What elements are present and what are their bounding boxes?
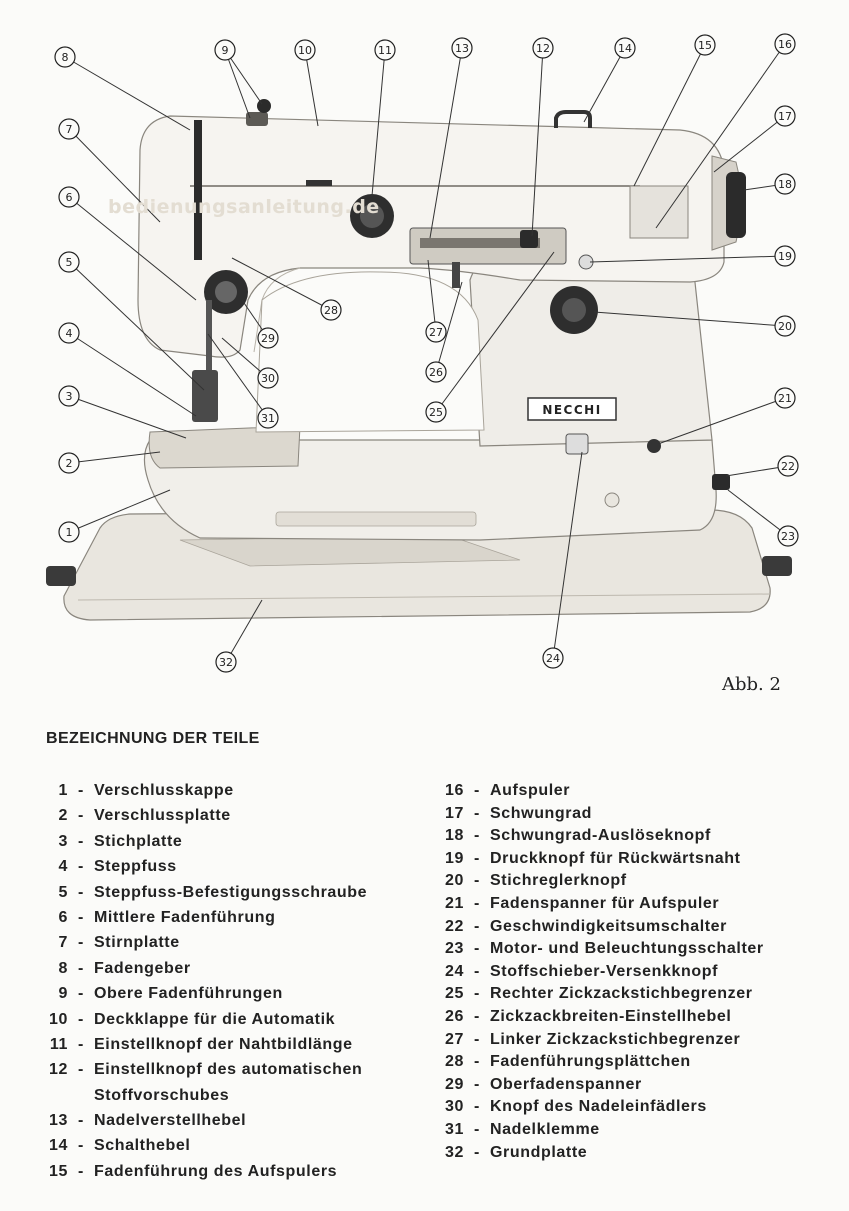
callout-19 [775, 246, 795, 266]
part-item [440, 1121, 840, 1144]
part-name: Zickzackbreiten-Einstellhebel [490, 1007, 732, 1025]
part-item [440, 827, 840, 850]
callout-11 [375, 40, 395, 60]
part-item [440, 850, 840, 873]
callout-number: 23 [781, 530, 795, 543]
part-item [44, 1137, 424, 1162]
part-separator: - [474, 804, 480, 822]
part-number: 26 [445, 1007, 464, 1025]
callout-24 [543, 648, 563, 668]
callout-number: 14 [618, 42, 632, 55]
callout-number: 27 [429, 326, 443, 339]
callout-number: 10 [298, 44, 312, 57]
part-item [44, 1163, 424, 1188]
part-name: Fadenführung des Aufspulers [94, 1162, 338, 1180]
part-number: 22 [445, 917, 464, 935]
part-separator: - [474, 872, 480, 890]
part-number: 15 [49, 1162, 68, 1180]
callout-number: 5 [65, 256, 73, 269]
machine-drawing [46, 99, 792, 620]
callout-leader-line [225, 50, 250, 118]
callout-32 [216, 652, 236, 672]
part-separator: - [474, 1053, 480, 1071]
callout-leader-line [305, 50, 318, 126]
part-item [44, 934, 424, 959]
part-separator: - [78, 832, 84, 850]
part-separator: - [78, 782, 84, 799]
callout-10 [295, 40, 315, 60]
callout-number: 32 [219, 656, 233, 669]
callout-number: 8 [61, 51, 69, 64]
callout-31 [258, 408, 278, 428]
part-name: Deckklappe für die Automatik [94, 1010, 336, 1028]
part-separator: - [474, 894, 480, 912]
part-item [44, 858, 424, 883]
part-item [44, 782, 424, 807]
part-number: 17 [445, 804, 464, 822]
part-name: Geschwindigkeitsumschalter [490, 917, 728, 935]
part-item [44, 985, 424, 1010]
callout-25 [426, 402, 446, 422]
base-clip-right [762, 556, 792, 576]
part-separator: - [474, 940, 480, 958]
part-name: Steppfuss [94, 858, 177, 876]
bobbin-winder [630, 186, 688, 238]
part-number: 10 [49, 1010, 68, 1028]
speed-switch [712, 474, 730, 490]
callout-30 [258, 368, 278, 388]
part-item [440, 918, 840, 941]
part-separator: - [78, 934, 84, 952]
part-separator: - [78, 908, 84, 926]
part-name: Stichreglerknopf [490, 872, 627, 890]
part-name: Nadelklemme [490, 1120, 600, 1138]
brand-name: NECCHI [542, 403, 602, 417]
callout-9 [215, 40, 235, 60]
callout-number: 6 [65, 191, 73, 204]
part-number: 3 [58, 832, 68, 850]
part-name: Nadelverstellhebel [94, 1112, 247, 1130]
part-name: Druckknopf für Rückwärtsnaht [490, 849, 741, 867]
part-item [440, 782, 840, 805]
part-item [44, 884, 424, 909]
callout-28 [321, 300, 341, 320]
part-number: 6 [58, 908, 68, 926]
part-item [44, 833, 424, 858]
callout-21 [775, 388, 795, 408]
part-item [440, 1144, 840, 1167]
callout-number: 16 [778, 38, 792, 51]
part-number: 24 [445, 962, 464, 980]
callout-number: 9 [221, 44, 229, 57]
part-name: Stirnplatte [94, 934, 180, 952]
part-number: 9 [58, 985, 68, 1003]
callout-2 [59, 453, 79, 473]
callout-26 [426, 362, 446, 382]
part-name: Verschlussplatte [94, 807, 231, 825]
part-number: 20 [445, 872, 464, 890]
part-item [44, 807, 424, 832]
callout-20 [775, 316, 795, 336]
callout-14 [615, 38, 635, 58]
part-number: 27 [445, 1030, 464, 1048]
part-name: Linker Zickzackstichbegrenzer [490, 1030, 741, 1048]
part-number: 7 [58, 934, 68, 952]
part-name: Verschlusskappe [94, 782, 234, 799]
presser-foot [192, 370, 218, 422]
part-number: 18 [445, 827, 464, 845]
callout-number: 17 [778, 110, 792, 123]
feed-dog-knob [566, 434, 588, 454]
callout-13 [452, 38, 472, 58]
part-number: 8 [58, 959, 68, 977]
callout-16 [775, 34, 795, 54]
callout-leader-line [584, 48, 625, 122]
callout-8 [55, 47, 75, 67]
callout-leader-line [65, 57, 190, 130]
part-number: 5 [58, 883, 68, 901]
part-separator: - [474, 849, 480, 867]
part-number: 31 [445, 1120, 464, 1138]
part-separator: - [78, 1162, 84, 1180]
part-separator: - [78, 883, 84, 901]
part-item [440, 1053, 840, 1076]
part-name: Stichplatte [94, 832, 183, 850]
part-name: Schalthebel [94, 1137, 191, 1155]
part-separator: - [78, 858, 84, 876]
callout-18 [775, 174, 795, 194]
part-item [44, 960, 424, 985]
part-separator: - [474, 962, 480, 980]
callout-29 [258, 328, 278, 348]
callout-number: 19 [778, 250, 792, 263]
part-item [440, 1031, 840, 1054]
part-separator: - [78, 985, 84, 1003]
part-name: Grundplatte [490, 1143, 588, 1161]
callout-number: 12 [536, 42, 550, 55]
callout-22 [778, 456, 798, 476]
flywheel-release-knob [726, 172, 746, 238]
part-separator: - [474, 917, 480, 935]
part-name: Obere Fadenführungen [94, 985, 283, 1003]
part-separator: - [474, 1120, 480, 1138]
callout-number: 1 [65, 526, 73, 539]
part-name: Schwungrad [490, 804, 593, 822]
part-number: 12 [49, 1061, 68, 1079]
callout-number: 29 [261, 332, 275, 345]
part-name: Stoffschieber-Versenkknopf [490, 962, 719, 980]
part-separator: - [78, 1137, 84, 1155]
callout-number: 31 [261, 412, 275, 425]
callout-number: 26 [429, 366, 443, 379]
part-item [440, 872, 840, 895]
callout-leader-line [69, 396, 186, 438]
part-separator: - [78, 1010, 84, 1028]
callout-number: 22 [781, 460, 795, 473]
part-number: 30 [445, 1098, 464, 1116]
callout-4 [59, 323, 79, 343]
section-title: BEZEICHNUNG DER TEILE [46, 730, 260, 747]
figure-label: Abb. 2 [722, 674, 781, 695]
part-name: Fadenspanner für Aufspuler [490, 894, 720, 912]
callout-27 [426, 322, 446, 342]
callout-number: 13 [455, 42, 469, 55]
part-name: Aufspuler [490, 782, 571, 799]
part-item [440, 1098, 840, 1121]
part-number: 14 [49, 1137, 68, 1155]
callout-number: 4 [65, 327, 73, 340]
part-number: 16 [445, 782, 464, 799]
part-name: Rechter Zickzackstichbegrenzer [490, 985, 753, 1003]
part-separator: - [78, 959, 84, 977]
part-separator: - [78, 1035, 84, 1053]
part-name: Motor- und Beleuchtungsschalter [490, 940, 764, 958]
arm-arch [256, 272, 484, 432]
part-number: 25 [445, 985, 464, 1003]
part-name: Mittlere Fadenführung [94, 908, 276, 926]
part-number: 23 [445, 940, 464, 958]
part-number: 13 [49, 1112, 68, 1130]
part-separator: - [474, 1098, 480, 1116]
callout-number: 30 [261, 372, 275, 385]
callout-23 [778, 526, 798, 546]
part-separator: - [474, 1075, 480, 1093]
part-name-continuation: Stoffvorschubes [94, 1086, 230, 1104]
part-item [440, 940, 840, 963]
part-item [440, 805, 840, 828]
part-number: 28 [445, 1053, 464, 1071]
part-number: 21 [445, 894, 464, 912]
callout-number: 20 [778, 320, 792, 333]
part-separator: - [474, 1007, 480, 1025]
part-number: 11 [49, 1035, 68, 1053]
part-number: 29 [445, 1075, 464, 1093]
part-number: 1 [58, 782, 68, 799]
callout-17 [775, 106, 795, 126]
callout-number: 15 [698, 39, 712, 52]
part-item [44, 1036, 424, 1061]
part-item [44, 1112, 424, 1137]
part-number: 2 [58, 807, 68, 825]
callout-number: 3 [65, 390, 73, 403]
callout-7 [59, 119, 79, 139]
part-item [440, 895, 840, 918]
part-number: 19 [445, 849, 464, 867]
part-separator: - [474, 985, 480, 1003]
part-name: Knopf des Nadeleinfädlers [490, 1098, 707, 1116]
callout-15 [695, 35, 715, 55]
part-item [44, 1061, 424, 1086]
callout-number: 7 [65, 123, 73, 136]
callout-number: 18 [778, 178, 792, 191]
part-separator: - [474, 1143, 480, 1161]
callout-leader-line [714, 116, 785, 172]
part-name: Einstellknopf des automatischen [94, 1061, 363, 1079]
part-separator: - [78, 1112, 84, 1130]
callout-number: 25 [429, 406, 443, 419]
parts-list-right [440, 782, 840, 1166]
callout-number: 2 [65, 457, 73, 470]
watermark-text: bedienungsanleitung.de [108, 196, 380, 218]
part-separator: - [474, 782, 480, 799]
callout-6 [59, 187, 79, 207]
part-name: Schwungrad-Auslöseknopf [490, 827, 711, 845]
callout-number: 28 [324, 304, 338, 317]
part-name: Einstellknopf der Nahtbildlänge [94, 1035, 353, 1053]
parts-list-left [44, 782, 424, 1188]
part-separator: - [474, 1030, 480, 1048]
callout-number: 24 [546, 652, 560, 665]
part-item [440, 1008, 840, 1031]
part-separator: - [78, 1061, 84, 1079]
callout-number: 11 [378, 44, 392, 57]
part-item [440, 963, 840, 986]
part-item [44, 1011, 424, 1036]
part-number: 32 [445, 1143, 464, 1161]
bobbin-winder-tension [647, 439, 661, 453]
part-item [440, 1076, 840, 1099]
callout-12 [533, 38, 553, 58]
take-up-lever [194, 120, 202, 260]
part-name: Fadengeber [94, 959, 191, 977]
callout-3 [59, 386, 79, 406]
part-name: Steppfuss-Befestigungsschraube [94, 883, 368, 901]
callout-5 [59, 252, 79, 272]
part-name: Oberfadenspanner [490, 1075, 642, 1093]
callout-1 [59, 522, 79, 542]
part-item [44, 909, 424, 934]
part-item [440, 985, 840, 1008]
part-name: Fadenführungsplättchen [490, 1053, 691, 1071]
part-separator: - [78, 807, 84, 825]
callout-number: 21 [778, 392, 792, 405]
part-separator: - [474, 827, 480, 845]
part-number: 4 [58, 858, 68, 876]
base-clip-left [46, 566, 76, 586]
